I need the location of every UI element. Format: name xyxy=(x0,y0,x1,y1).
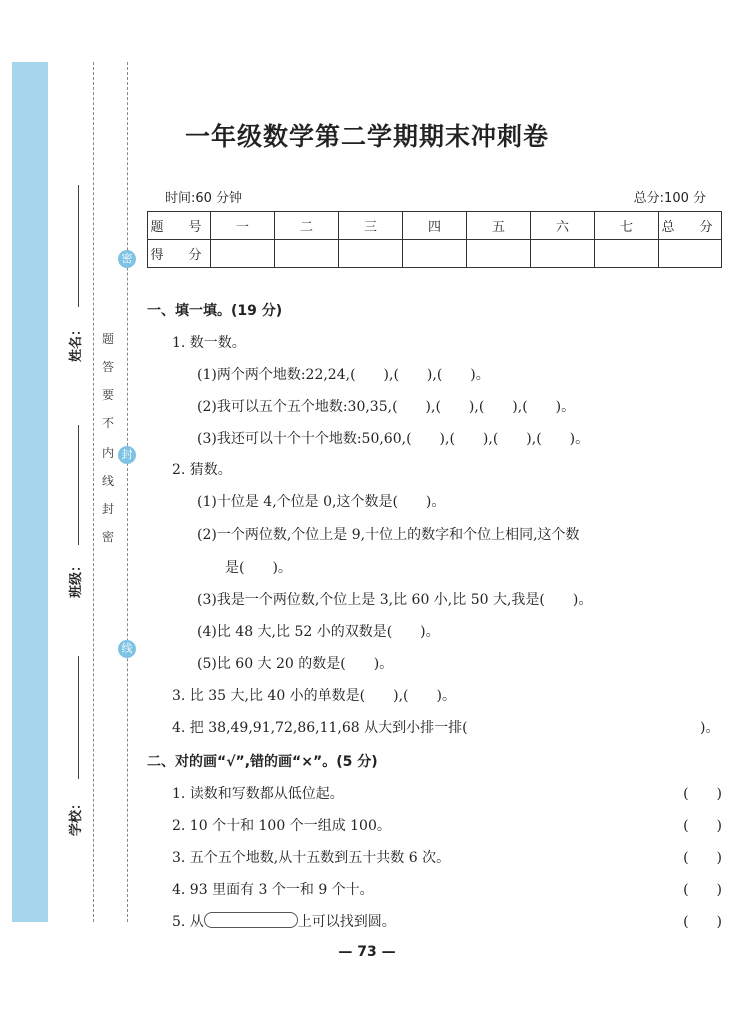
warning-char-2: 封 xyxy=(101,502,114,516)
score-entry-cell[interactable] xyxy=(467,240,531,268)
score-cell: 一 xyxy=(211,212,275,240)
binding-strip xyxy=(12,62,48,922)
score-entry-cell[interactable] xyxy=(275,240,339,268)
score-cell: 得 分 xyxy=(148,240,211,268)
question-1: 1. 数一数。 xyxy=(172,335,246,351)
score-cell: 五 xyxy=(467,212,531,240)
score-cell: 三 xyxy=(339,212,403,240)
class-field-label: 班级： xyxy=(69,558,84,598)
tf-answer-3[interactable]: ( ) xyxy=(683,850,722,866)
seal-circle-feng: 封 xyxy=(118,446,136,464)
exam-total: 总分:100 分 xyxy=(633,191,706,206)
score-entry-cell[interactable] xyxy=(595,240,659,268)
name-field-label: 姓名： xyxy=(69,322,84,362)
warning-char-5: 不 xyxy=(101,416,114,430)
score-cell: 二 xyxy=(275,212,339,240)
score-cell: 七 xyxy=(595,212,659,240)
tf-answer-2[interactable]: ( ) xyxy=(683,818,722,834)
score-cell: 六 xyxy=(531,212,595,240)
page-title: 一年级数学第二学期期末冲刺卷 xyxy=(184,122,549,151)
tf-answer-1[interactable]: ( ) xyxy=(683,786,722,802)
question-3: 3. 比 35 大,比 40 小的单数是( ),( )。 xyxy=(172,688,456,704)
cylinder-icon xyxy=(204,912,298,928)
question-4-close: )。 xyxy=(700,720,720,736)
score-table-score-row xyxy=(148,240,722,268)
tf-item-5-prefix: 5. 从 xyxy=(172,914,204,930)
score-cell: 题 号 xyxy=(148,212,211,240)
question-2-4: (4)比 48 大,比 52 小的双数是( )。 xyxy=(197,624,440,640)
warning-char-3: 线 xyxy=(101,474,114,488)
question-2-2-continued: 是( )。 xyxy=(225,560,292,576)
score-entry-cell[interactable] xyxy=(211,240,275,268)
score-entry-cell[interactable] xyxy=(403,240,467,268)
score-table xyxy=(147,211,722,268)
score-entry-cell[interactable] xyxy=(339,240,403,268)
seal-circle-mi: 密 xyxy=(118,250,136,268)
question-2-2: (2)一个两位数,个位上是 9,十位上的数字和个位上相同,这个数 xyxy=(197,527,580,543)
warning-char-1: 密 xyxy=(101,530,114,544)
score-entry-cell[interactable] xyxy=(659,240,722,268)
warning-char-4: 内 xyxy=(101,446,114,460)
page-number: — 73 — xyxy=(338,944,396,960)
seal-circle-xian: 线 xyxy=(118,640,136,658)
question-1-3: (3)我还可以十个十个地数:50,60,( ),( ),( ),( )。 xyxy=(197,431,590,447)
tf-item-3: 3. 五个五个地数,从十五数到五十共数 6 次。 xyxy=(172,850,451,866)
score-cell: 四 xyxy=(403,212,467,240)
section-2-heading: 二、对的画“√”,错的画“×”。(5 分) xyxy=(147,754,378,770)
tf-item-2: 2. 10 个十和 100 个一组成 100。 xyxy=(172,818,391,834)
school-field-label: 学校： xyxy=(69,796,84,836)
tf-answer-5[interactable]: ( ) xyxy=(683,914,722,930)
tf-item-1: 1. 读数和写数都从低位起。 xyxy=(172,786,344,802)
tf-item-4: 4. 93 里面有 3 个一和 9 个十。 xyxy=(172,882,374,898)
warning-char-7: 答 xyxy=(101,360,114,374)
question-4: 4. 把 38,49,91,72,86,11,68 从大到小排一排( xyxy=(172,720,468,736)
score-entry-cell[interactable] xyxy=(531,240,595,268)
question-1-2: (2)我可以五个五个地数:30,35,( ),( ),( ),( )。 xyxy=(197,399,576,415)
question-1-1: (1)两个两个地数:22,24,( ),( ),( )。 xyxy=(197,367,490,383)
score-cell: 总 分 xyxy=(659,212,722,240)
score-table-header-row xyxy=(148,212,722,240)
question-2-1: (1)十位是 4,个位是 0,这个数是( )。 xyxy=(197,494,446,510)
dashed-cut-line-2 xyxy=(127,62,128,922)
tf-answer-4[interactable]: ( ) xyxy=(683,882,722,898)
school-write-line xyxy=(78,656,79,779)
warning-char-6: 要 xyxy=(101,388,114,402)
class-write-line xyxy=(78,425,79,545)
tf-item-5 xyxy=(172,911,396,931)
question-2: 2. 猜数。 xyxy=(172,462,232,478)
question-2-5: (5)比 60 大 20 的数是( )。 xyxy=(197,656,394,672)
name-write-line xyxy=(78,185,79,307)
exam-time: 时间:60 分钟 xyxy=(165,191,243,206)
section-1-heading: 一、填一填。(19 分) xyxy=(147,303,283,319)
warning-char-8: 题 xyxy=(101,332,114,346)
dashed-cut-line-1 xyxy=(93,62,94,922)
tf-item-5-suffix: 上可以找到圆。 xyxy=(297,914,396,930)
question-2-3: (3)我是一个两位数,个位上是 3,比 60 小,比 50 大,我是( )。 xyxy=(197,592,593,608)
